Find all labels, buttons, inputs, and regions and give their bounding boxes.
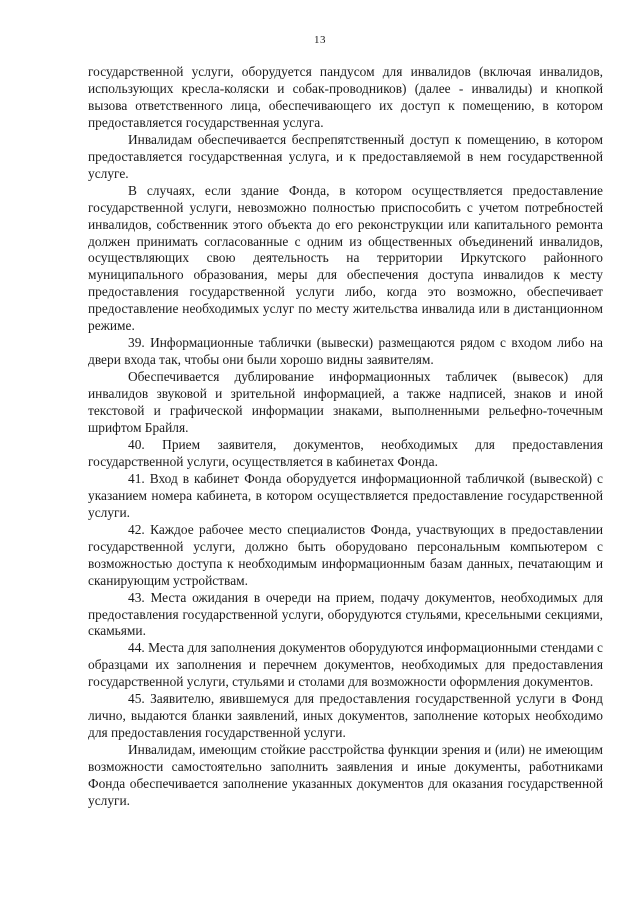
paragraph-item-43: 43. Места ожидания в очереди на прием, подачу документов, необходимых для предоставления государственной услуги, оборудуются стульями, кресельными секциями, скамьями. bbox=[88, 589, 603, 639]
paragraph-item-42: 42. Каждое рабочее место специалистов Фонда, участвующих в предоставлении государственной услуги, должно быть оборудовано персональным компьютером с возможностью доступа к необходимым информационным базам данных, печатающим и сканирующим устройствам. bbox=[88, 521, 603, 588]
page-number: 13 bbox=[314, 34, 326, 46]
paragraph-item-45: 45. Заявителю, явившемуся для предоставления государственной услуги в Фонд лично, выдаются бланки заявлений, иных документов, заполнение которых необходимо для предоставления государственной услуги. bbox=[88, 691, 603, 741]
paragraph-continuation: государственной услуги, оборудуется пандусом для инвалидов (включая инвалидов, использующих кресла-коляски и собак-проводников) (далее - инвалиды) и кнопкой вызова ответственного лица, обеспечивающего их доступ к помещению, в котором предоставляется государственная услуга. bbox=[88, 64, 603, 130]
paragraph-item-40: 40. Прием заявителя, документов, необходимых для предоставления государственной услуги, осуществляется в кабинетах Фонда. bbox=[88, 436, 603, 469]
paragraph-building-adaptation: В случаях, если здание Фонда, в котором осуществляется предоставление государственной услуги, невозможно полностью приспособить с учетом потребностей инвалидов, собственник этого объекта до его реконструкции или капитального ремонта должен принимать согласованные с одним из общественных объединений инвалидов, осуществляющих свою деятельность на территории Иркутского районного муниципального образования, меры для обеспечения доступа инвалидов к месту предоставления государственной услуги либо, когда это возможно, обеспечивает предоставление необходимых услуг по месту жительства инвалида или в дистанционном режиме. bbox=[88, 182, 603, 334]
paragraph-vision-impaired: Инвалидам, имеющим стойкие расстройства функции зрения и (или) не имеющим возможности самостоятельно заполнить заявления и иные документы, работниками Фонда обеспечивается заполнение указанных документов для оказания государственной услуги. bbox=[88, 742, 603, 808]
paragraph-accessibility: Инвалидам обеспечивается беспрепятственный доступ к помещению, в котором предоставляется государственная услуга, и к предоставляемой в нем государственной услуге. bbox=[88, 131, 603, 181]
paragraph-item-41: 41. Вход в кабинет Фонда оборудуется информационной табличкой (вывеской) с указанием номера кабинета, в котором осуществляется предоставление государственной услуги. bbox=[88, 470, 603, 520]
paragraph-item-39: 39. Информационные таблички (вывески) размещаются рядом с входом либо на двери входа так, чтобы они были хорошо видны заявителям. bbox=[88, 335, 603, 368]
document-body bbox=[88, 64, 603, 810]
paragraph-braille: Обеспечивается дублирование информационных табличек (вывесок) для инвалидов звуковой и зрительной информацией, а также надписей, знаков и иной текстовой и графической информации знаками, выполненными рельефно-точечным шрифтом Брайля. bbox=[88, 369, 603, 436]
paragraph-item-44: 44. Места для заполнения документов оборудуются информационными стендами с образцами их заполнения и перечнем документов, необходимых для предоставления государственной услуги, стульями и столами для возможности оформления документов. bbox=[88, 640, 603, 690]
